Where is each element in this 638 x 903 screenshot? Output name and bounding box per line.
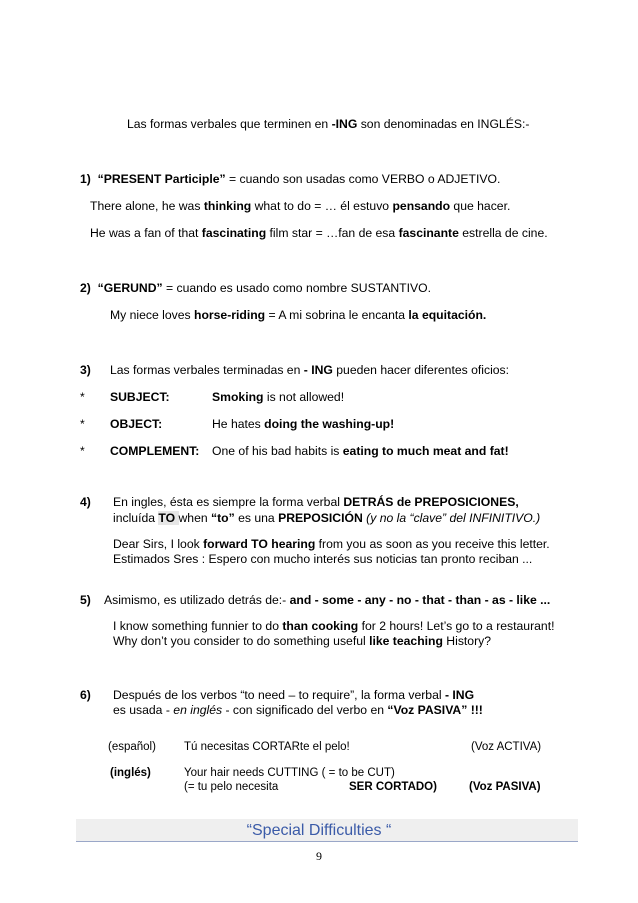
section-2-heading xyxy=(80,281,431,296)
section-4-number: 4) xyxy=(80,495,91,509)
section-title: “GERUND” xyxy=(97,281,163,295)
section-desc: pueden hacer diferentes oficios: xyxy=(332,363,510,377)
section-text: Asimismo, es utilizado detrás de:- xyxy=(104,593,290,607)
intro-text: Las formas verbales que terminen en xyxy=(127,117,332,131)
row-text: One of his bad habits is xyxy=(212,444,343,458)
example-text: Why don’t you consider to do something useful xyxy=(113,634,370,648)
bullet: * xyxy=(80,417,85,431)
section-desc: = cuando son usadas como VERBO o ADJETIVO. xyxy=(225,172,501,186)
example-spanish: Tú necesitas CORTARte el pelo! xyxy=(184,741,350,753)
example-text: for 2 hours! Let’s go to a restaurant! xyxy=(358,619,555,633)
example-text: from you as soon as you receive this letter. xyxy=(315,537,550,551)
intro-line xyxy=(127,117,529,132)
footer-title: “Special Difficulties “ xyxy=(246,822,392,839)
section-6-line-2 xyxy=(113,703,483,718)
bullet: * xyxy=(80,444,85,458)
section-bold: “Voz PASIVA” !!! xyxy=(387,703,483,717)
example-bold: fascinante xyxy=(398,226,459,240)
example-text: film star = …fan de esa xyxy=(266,226,399,240)
section-bold: “to” xyxy=(211,511,235,525)
section-text: es usada - xyxy=(113,703,174,717)
intro-text-end: son denominadas en INGLÉS:- xyxy=(357,117,530,131)
section-5-example-2 xyxy=(113,634,491,649)
row-text: is not allowed! xyxy=(263,390,345,404)
section-ing: - ING xyxy=(303,363,333,377)
row-label-subject: SUBJECT: xyxy=(110,390,170,404)
section-bold: DETRÁS de PREPOSICIONES, xyxy=(343,495,519,509)
row-value-subject xyxy=(212,390,344,405)
section-6-number: 6) xyxy=(80,688,91,702)
row-bold: doing the washing-up! xyxy=(264,417,395,431)
row-label-object: OBJECT: xyxy=(110,417,163,431)
row-bold: Smoking xyxy=(212,390,264,404)
section-italic: en inglés xyxy=(173,703,223,717)
example-english-gloss: (= tu pelo necesita xyxy=(184,781,279,793)
section-bold: PREPOSICIÓN xyxy=(278,511,363,525)
example-text: estrella de cine. xyxy=(458,226,548,240)
intro-ing: -ING xyxy=(331,117,358,131)
lang-label-spanish: (español) xyxy=(108,741,156,753)
section-1-heading xyxy=(80,172,500,187)
example-bold: forward TO hearing xyxy=(203,537,316,551)
section-4-example-1 xyxy=(113,537,550,552)
section-3-number: 3) xyxy=(80,363,91,377)
section-1-example-2 xyxy=(90,226,548,241)
example-bold: than cooking xyxy=(282,619,359,633)
section-text: incluída xyxy=(113,511,159,525)
bullet: * xyxy=(80,390,85,404)
page-number: 9 xyxy=(316,849,322,863)
section-text: when xyxy=(178,511,212,525)
example-text: History? xyxy=(442,634,492,648)
row-value-complement xyxy=(212,444,509,459)
example-text: I know something funnier to do xyxy=(113,619,283,633)
example-bold: la equitación. xyxy=(408,308,487,322)
lang-label-english: (inglés) xyxy=(110,767,151,779)
section-1-example-1 xyxy=(90,199,510,214)
row-bold: eating to much meat and fat! xyxy=(342,444,509,458)
example-bold: horse-riding xyxy=(194,308,266,322)
example-text: what to do = … él estuvo xyxy=(251,199,393,213)
section-3-heading xyxy=(110,363,509,378)
section-text: En ingles, ésta es siempre la forma verbal xyxy=(113,495,344,509)
example-english: Your hair needs CUTTING ( = to be CUT) xyxy=(184,767,395,779)
section-number: 1) xyxy=(80,172,91,186)
row-text: He hates xyxy=(212,417,265,431)
section-4-line-1 xyxy=(113,495,519,510)
section-4-example-2: Estimados Sres : Espero con mucho interés sus noticias tan pronto reciban ... xyxy=(113,552,533,566)
example-english-gloss-bold: SER CORTADO) xyxy=(349,781,437,793)
section-bold: and - some - any - no - that - than - as - like ... xyxy=(289,593,551,607)
example-text: There alone, he was xyxy=(90,199,204,213)
example-bold: fascinating xyxy=(201,226,267,240)
section-text: - con significado del verbo en xyxy=(222,703,388,717)
example-text: He was a fan of that xyxy=(90,226,202,240)
row-label-complement: COMPLEMENT: xyxy=(110,444,200,458)
example-text: = A mi sobrina le encanta xyxy=(265,308,409,322)
section-text: es una xyxy=(234,511,279,525)
row-value-object xyxy=(212,417,394,432)
voice-active: (Voz ACTIVA) xyxy=(471,741,542,753)
section-2-example xyxy=(110,308,486,323)
section-title: “PRESENT Participle” xyxy=(97,172,226,186)
section-6-line-1 xyxy=(113,688,474,703)
example-text: que hacer. xyxy=(450,199,511,213)
section-5-example-1 xyxy=(113,619,554,634)
section-text: Después de los verbos “to need – to require”, la forma verbal xyxy=(113,688,445,702)
section-5-heading xyxy=(104,593,550,608)
example-bold: pensando xyxy=(392,199,451,213)
to-highlight: TO xyxy=(158,511,179,525)
example-text: My niece loves xyxy=(110,308,194,322)
section-number: 2) xyxy=(80,281,91,295)
example-bold: thinking xyxy=(203,199,252,213)
example-bold: like teaching xyxy=(369,634,443,648)
section-bold: - ING xyxy=(444,688,475,702)
example-text: Dear Sirs, I look xyxy=(113,537,204,551)
section-4-line-2 xyxy=(113,511,540,526)
section-desc: = cuando es usado como nombre SUSTANTIVO. xyxy=(162,281,432,295)
section-italic: (y no la “clave” del INFINITIVO.) xyxy=(362,511,541,525)
section-desc: Las formas verbales terminadas en xyxy=(110,363,304,377)
voice-passive: (Voz PASIVA) xyxy=(469,781,541,793)
section-5-number: 5) xyxy=(80,593,91,607)
